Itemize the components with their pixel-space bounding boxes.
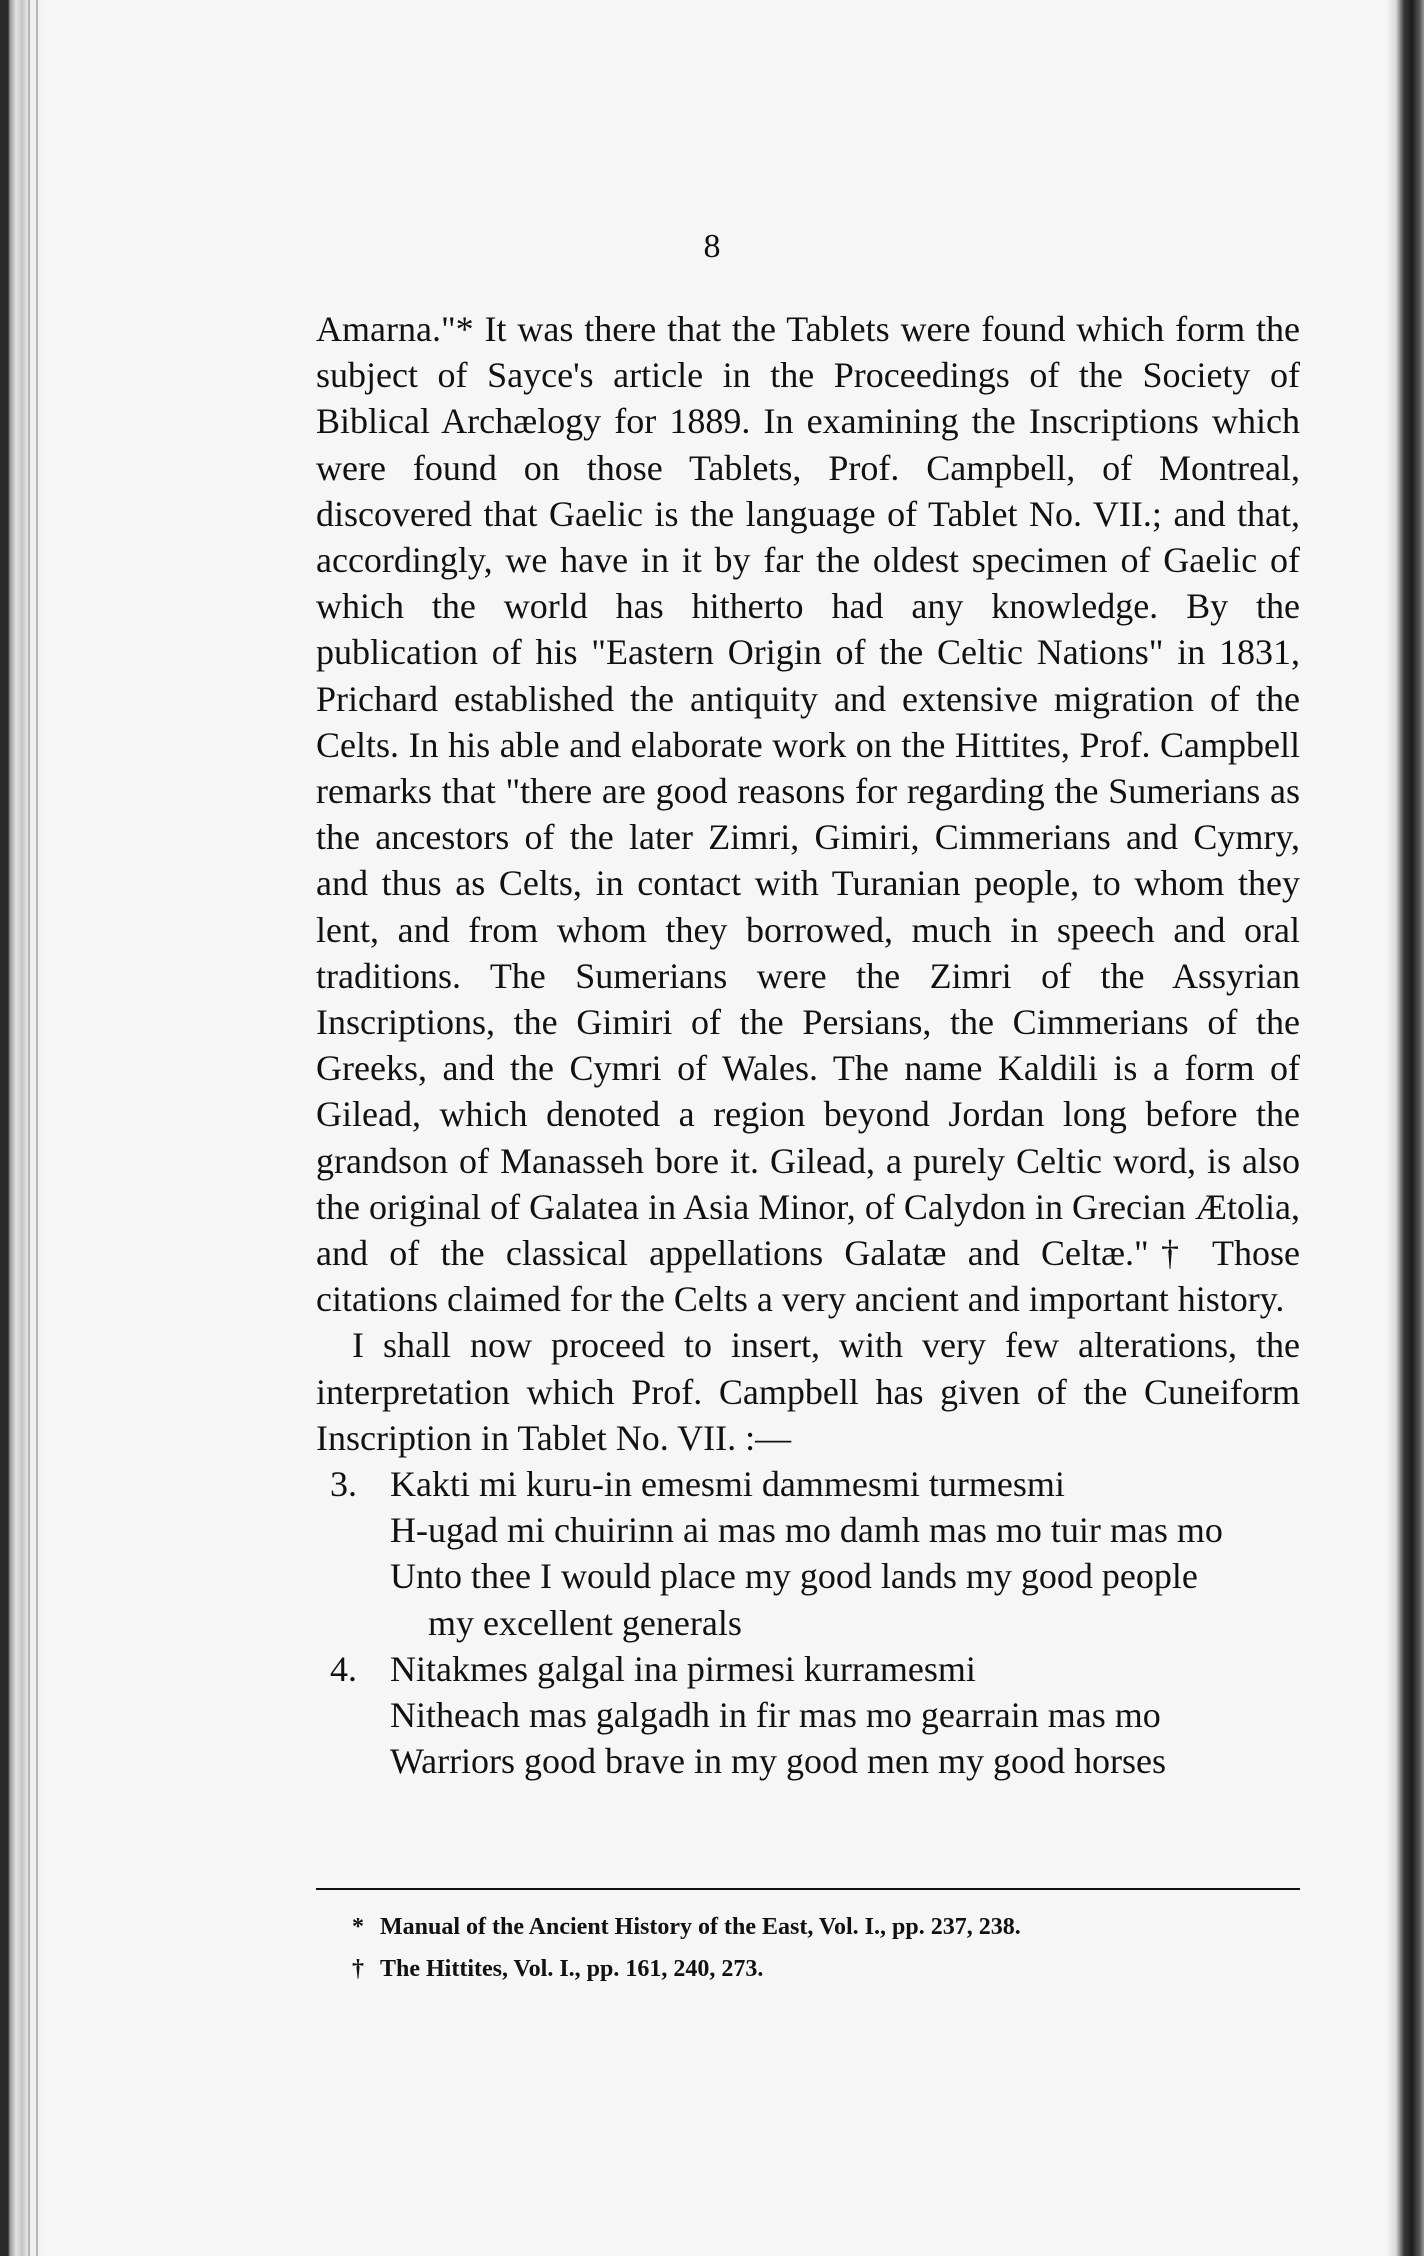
- scan-left-edge: [0, 0, 46, 2256]
- verse-number: 3.: [330, 1464, 357, 1505]
- verse-english-line: Warriors good brave in my good men my good horses: [390, 1741, 1166, 1782]
- paragraph: Amarna."* It was there that the Tablets were found which form the subject of Sayce's article in the Proceedings of the Society of Biblical Archælogy for 1889. In examining the Inscriptions which were found on those Tablets, Prof. Campbell, of Montreal, discovered that Gaelic is the language of Tablet No. VII.; and that, accordingly, we have in it by far the oldest specimen of Gaelic of which the world has hitherto had any knowledge. By the publication of his "Eastern Origin of the Celtic Nations" in 1831, Prichard established the antiquity and extensive migration of the Celts. In his able and elaborate work on the Hittites, Prof. Campbell remarks that "there are good reasons for regarding the Sumerians as the ancestors of the later Zimri, Gimiri, Cimmerians and Cymry, and thus as Celts, in contact with Turanian people, to whom they lent, and from whom they borrowed, much in speech and oral traditions. The Sumerians were the Zimri of the Assyrian Inscriptions, the Gimiri of the Persians, the Cimmerians of the Greeks, and the Cymri of Wales. The name Kaldili is a form of Gilead, which denoted a region beyond Jordan long before the grandson of Manasseh bore it. Gilead, a purely Celtic word, is also the original of Galatea in Asia Minor, of Calydon in Grecian Ætolia, and of the classical appellations Galatæ and Celtæ."† Those citations claimed for the Celts a very ancient and important history.: [316, 309, 1300, 1320]
- verse-english-line: Unto thee I would place my good lands my good people: [390, 1556, 1198, 1597]
- page-number: 8: [703, 228, 721, 265]
- footnote-text: The Hittites, Vol. I., pp. 161, 240, 273.: [380, 1956, 764, 1982]
- verse-item: [316, 1461, 1300, 1646]
- footnote-mark: †: [352, 1956, 364, 1982]
- verse-gaelic-line: H-ugad mi chuirinn ai mas mo damh mas mo tuir mas mo: [390, 1510, 1223, 1551]
- paragraph: I shall now proceed to insert, with very few alterations, the interpretation which Prof. Campbell has given of the Cuneiform Inscription in Tablet No. VII. :—: [316, 1325, 1300, 1458]
- verse-english-continuation: my excellent generals: [428, 1602, 742, 1643]
- verse-number: 4.: [330, 1648, 357, 1689]
- binding-line: [28, 0, 30, 2256]
- verse-original-line: Nitakmes galgal ina pirmesi kurramesmi: [390, 1648, 976, 1689]
- footnotes: [352, 1906, 1292, 1990]
- scan-right-edge: [1386, 0, 1424, 2256]
- verse-original-line: Kakti mi kuru-in emesmi dammesmi turmesmi: [390, 1464, 1065, 1505]
- binding-line: [36, 0, 38, 2256]
- verse-lines: [390, 1461, 1300, 1646]
- footnote-mark: *: [352, 1914, 364, 1940]
- verse-lines: [390, 1646, 1300, 1785]
- verse-list: [316, 1461, 1300, 1784]
- footnote-divider: [316, 1888, 1300, 1890]
- footnote: [352, 1906, 1292, 1948]
- verse-item: [316, 1646, 1300, 1785]
- footnote: [352, 1948, 1292, 1990]
- footnote-text: Manual of the Ancient History of the East, Vol. I., pp. 237, 238.: [380, 1914, 1021, 1940]
- page-body: [316, 306, 1300, 1785]
- verse-gaelic-line: Nitheach mas galgadh in fir mas mo gearrain mas mo: [390, 1695, 1161, 1736]
